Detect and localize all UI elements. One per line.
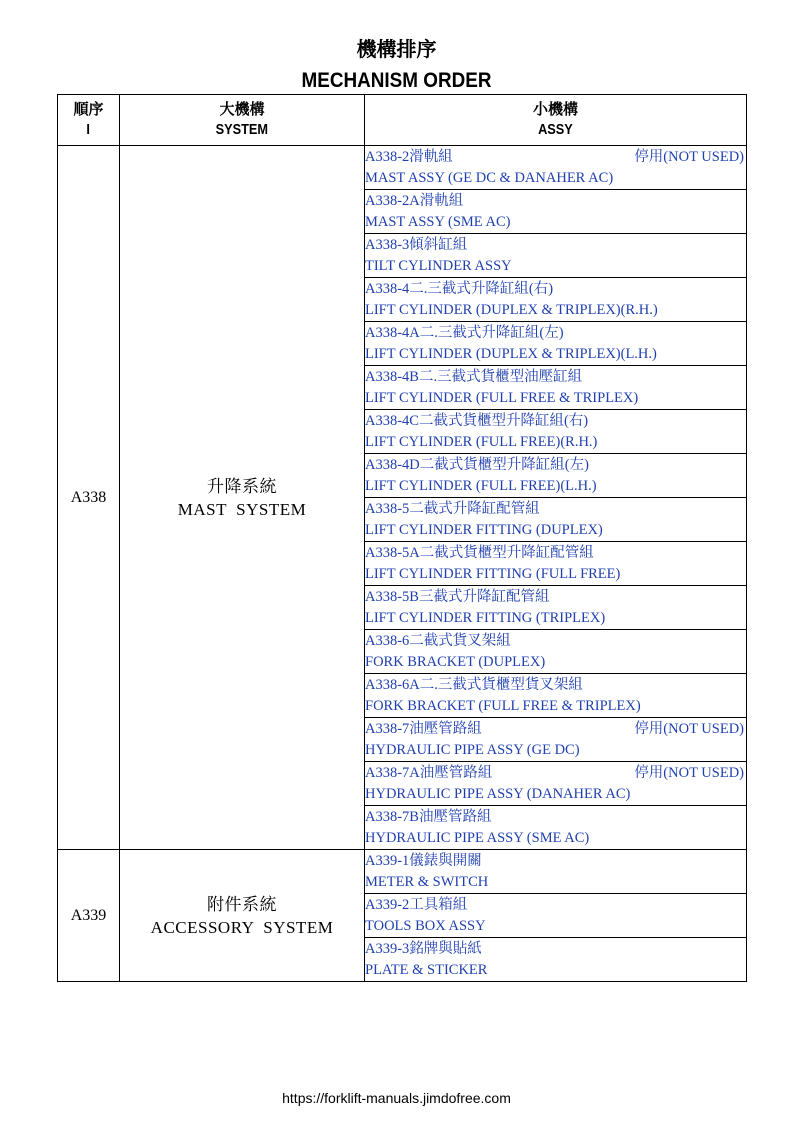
- assy-line1-row: [365, 851, 746, 872]
- assy-cell[interactable]: [365, 454, 747, 498]
- assy-name-en: MAST ASSY (SME AC): [365, 213, 511, 230]
- system-name-en: ACCESSORY SYSTEM: [150, 917, 334, 937]
- assy-name-en: FORK BRACKET (DUPLEX): [365, 653, 546, 670]
- assy-line1-row: [365, 323, 746, 344]
- assy-name-en: LIFT CYLINDER FITTING (FULL FREE): [365, 565, 621, 582]
- assy-cell[interactable]: [365, 806, 747, 850]
- assy-cell[interactable]: [365, 674, 747, 718]
- assy-name-en: TOOLS BOX ASSY: [365, 917, 486, 934]
- assy-cell[interactable]: [365, 542, 747, 586]
- header-order: [58, 95, 120, 146]
- header-assy: [365, 95, 747, 146]
- assy-line1-row: [365, 631, 746, 652]
- assy-name-zh: A338-4B二.三截式貨櫃型油壓缸組: [365, 368, 583, 385]
- assy-line1-row: [365, 939, 746, 960]
- assy-name-zh: A338-4二.三截式升降缸組(右): [365, 280, 554, 297]
- header-assy-zh: 小機構: [532, 102, 578, 118]
- assy-name-en: LIFT CYLINDER FITTING (TRIPLEX): [365, 609, 606, 626]
- table-body: [58, 146, 747, 982]
- not-used-note: 停用(NOT USED): [634, 148, 744, 165]
- assy-name-en: FORK BRACKET (FULL FREE & TRIPLEX): [365, 697, 641, 714]
- assy-name-zh: A338-4C二截式貨櫃型升降缸組(右): [365, 412, 589, 429]
- assy-name-en: HYDRAULIC PIPE ASSY (GE DC): [365, 741, 580, 758]
- header-assy-en: ASSY: [538, 121, 573, 138]
- assy-cell[interactable]: [365, 938, 747, 982]
- assy-name-zh: A339-1儀錶與開關: [365, 852, 482, 869]
- assy-name-zh: A338-3傾斜缸組: [365, 236, 468, 253]
- group-system: [120, 850, 365, 982]
- assy-line1-row: [365, 367, 746, 388]
- table-header-row: [58, 95, 747, 146]
- assy-line1-row: [365, 191, 746, 212]
- assy-line1-row: [365, 455, 746, 476]
- assy-cell[interactable]: [365, 190, 747, 234]
- assy-cell[interactable]: [365, 410, 747, 454]
- assy-name-en: LIFT CYLINDER FITTING (DUPLEX): [365, 521, 603, 538]
- assy-line1-row: [365, 675, 746, 696]
- mechanism-order-table: [57, 94, 747, 982]
- assy-line1-row: [365, 411, 746, 432]
- assy-cell[interactable]: [365, 498, 747, 542]
- assy-line1-row: [365, 235, 746, 256]
- not-used-note: 停用(NOT USED): [634, 764, 744, 781]
- header-order-zh: 順序: [73, 102, 104, 118]
- assy-cell[interactable]: [365, 278, 747, 322]
- assy-name-zh: A338-5二截式升降缸配管組: [365, 500, 540, 517]
- assy-name-en: HYDRAULIC PIPE ASSY (DANAHER AC): [365, 785, 631, 802]
- assy-name-zh: A338-6二截式貨叉架組: [365, 632, 511, 649]
- group-system: [120, 146, 365, 850]
- assy-name-zh: A338-7B油壓管路組: [365, 808, 492, 825]
- assy-cell[interactable]: [365, 762, 747, 806]
- group-code: A339: [58, 850, 120, 982]
- assy-name-en: TILT CYLINDER ASSY: [365, 257, 512, 274]
- assy-name-en: LIFT CYLINDER (FULL FREE)(R.H.): [365, 433, 598, 450]
- assy-line1-row: [365, 895, 746, 916]
- system-name-en: MAST SYSTEM: [177, 499, 307, 519]
- group-code: A338: [58, 146, 120, 850]
- page-title-zh: 機構排序: [356, 39, 437, 61]
- table-row: [58, 146, 747, 190]
- assy-name-en: HYDRAULIC PIPE ASSY (SME AC): [365, 829, 590, 846]
- assy-cell[interactable]: [365, 146, 747, 190]
- header-order-en: I: [86, 121, 91, 138]
- assy-line1-row: [365, 499, 746, 520]
- assy-name-zh: A339-2工具箱組: [365, 896, 468, 913]
- assy-cell[interactable]: [365, 366, 747, 410]
- assy-name-zh: A338-7油壓管路組: [365, 720, 482, 737]
- page-title-en: MECHANISM ORDER: [301, 69, 492, 92]
- assy-cell[interactable]: [365, 234, 747, 278]
- not-used-note: 停用(NOT USED): [634, 720, 744, 737]
- assy-cell[interactable]: [365, 718, 747, 762]
- assy-name-zh: A338-4D二截式貨櫃型升降缸組(左): [365, 456, 589, 473]
- assy-name-zh: A338-2滑軌組: [365, 148, 453, 165]
- assy-name-en: METER & SWITCH: [365, 873, 489, 890]
- assy-name-en: PLATE & STICKER: [365, 961, 488, 978]
- assy-cell[interactable]: [365, 630, 747, 674]
- assy-name-en: LIFT CYLINDER (DUPLEX & TRIPLEX)(L.H.): [365, 345, 657, 362]
- assy-line1-row: [365, 279, 746, 300]
- assy-name-zh: A338-5A二截式貨櫃型升降缸配管組: [365, 544, 594, 561]
- assy-name-en: LIFT CYLINDER (FULL FREE)(L.H.): [365, 477, 597, 494]
- assy-line1-row: [365, 543, 746, 564]
- assy-line1-row: [365, 807, 746, 828]
- assy-cell[interactable]: [365, 586, 747, 630]
- assy-name-en: LIFT CYLINDER (FULL FREE & TRIPLEX): [365, 389, 639, 406]
- header-system-en: SYSTEM: [215, 121, 269, 138]
- assy-name-en: LIFT CYLINDER (DUPLEX & TRIPLEX)(R.H.): [365, 301, 658, 318]
- table-row: [58, 850, 747, 894]
- assy-name-zh: A338-2A滑軌組: [365, 192, 464, 209]
- header-system: [120, 95, 365, 146]
- assy-name-zh: A339-3銘牌與貼紙: [365, 940, 482, 957]
- assy-name-zh: A338-4A二.三截式升降缸組(左): [365, 324, 564, 341]
- assy-line1-row: [365, 719, 746, 740]
- assy-cell[interactable]: [365, 850, 747, 894]
- assy-name-zh: A338-6A二.三截式貨櫃型貨叉架組: [365, 676, 583, 693]
- assy-cell[interactable]: [365, 894, 747, 938]
- system-name-zh: 附件系統: [207, 894, 277, 914]
- assy-name-zh: A338-7A油壓管路組: [365, 764, 493, 781]
- assy-line1-row: [365, 587, 746, 608]
- assy-name-en: MAST ASSY (GE DC & DANAHER AC): [365, 169, 614, 186]
- assy-line1-row: [365, 147, 746, 168]
- header-system-zh: 大機構: [219, 102, 265, 118]
- footer-url[interactable]: https://forklift-manuals.jimdofree.com: [282, 1090, 511, 1106]
- assy-cell[interactable]: [365, 322, 747, 366]
- assy-line1-row: [365, 763, 746, 784]
- system-name-zh: 升降系統: [207, 476, 277, 496]
- assy-name-zh: A338-5B三截式升降缸配管組: [365, 588, 550, 605]
